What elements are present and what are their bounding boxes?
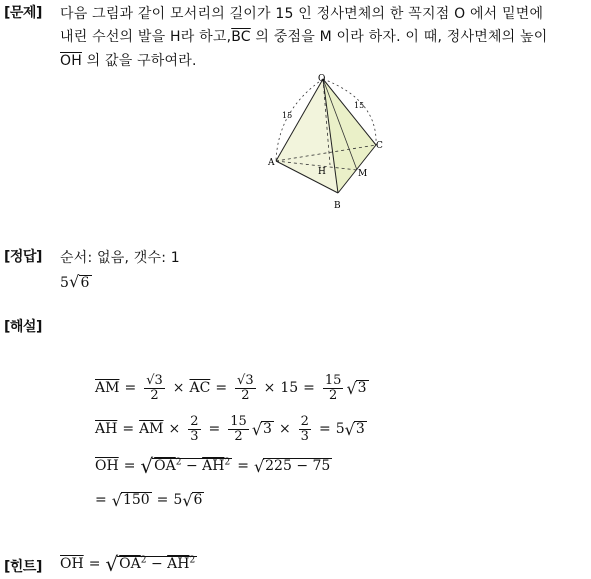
label-m: M [358,169,368,179]
solution-label: [해설] [4,319,42,335]
label-edge-right: 15 [354,101,365,110]
answer-meta: 순서: 없음, 갯수: 1 [60,250,180,266]
segment-oh: $\overline{OH}$ [60,53,82,69]
segment-bc: $\overline{BC}$ [231,29,251,45]
hint-formula: $\overline{OH}$ = √ $OA^2 - \overline{AH}^2$ [60,552,196,576]
label-o: O [318,74,326,84]
problem-line-2: 내린 수선의 발을 H라 하고$,\overline{BC}$ 의 중점을 M 이라 하자. 이 때, 정사면체의 높이 [60,29,548,45]
solution-line-1: $\overline{AM}$ = $\frac{√3}{2}$ × $\overline{AC}$ = $\frac{√3}{2}$ × 15 = $\frac{15}{2}$ √ 3 [95,372,367,403]
label-h: H [318,167,326,177]
problem-line-1: 다음 그림과 같이 모서리의 길이가 15 인 정사면체의 한 꼭지점 O 에서 밑면에 [60,6,544,22]
label-b: B [334,201,341,210]
solution-line-4: = √ 150 = 5 √ 6 [95,490,203,510]
label-a: A [268,158,275,168]
label-c: C [376,141,383,151]
answer-value: 5√6 [60,272,90,291]
solution-line-2: $\overline{AH}$ = $\overline{AM}$ × $\frac{2}{3}$ = $\frac{15}{2}$ √ 3 × $\frac{2}{3}$ = 5 √ 3 [95,413,365,444]
problem-line-3: $\overline{OH}$ 의 값을 구하여라. [60,53,197,69]
solution-line-3: $\overline{OH}$ = √ $OA^2 - \overline{AH}^2$ = √ 225 − 75 [95,454,331,478]
problem-label: [문제] [4,5,42,21]
answer-label: [정답] [4,249,42,265]
hint-label: [힌트] [4,559,42,575]
label-edge-left: 15 [282,111,293,120]
tetrahedron-figure [260,70,390,210]
